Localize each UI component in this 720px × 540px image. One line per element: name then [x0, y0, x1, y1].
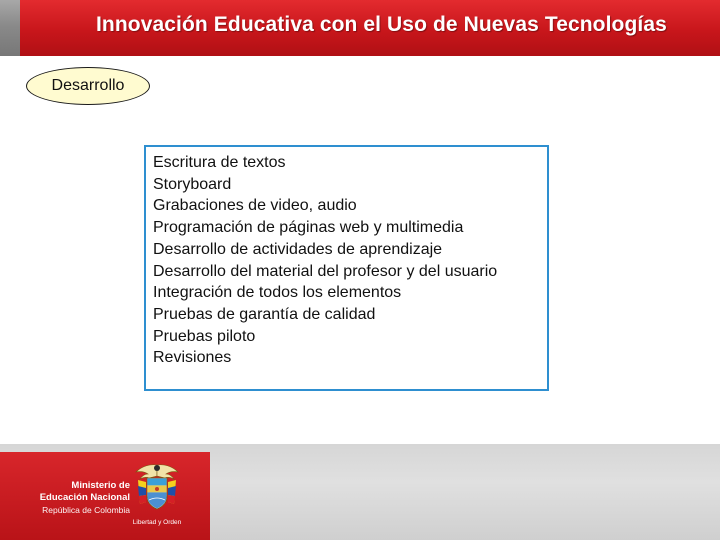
ministry-line-2: Educación Nacional	[39, 492, 130, 503]
list-item: Pruebas de garantía de calidad	[153, 305, 376, 323]
phase-oval	[26, 67, 150, 105]
phase-label: Desarrollo	[51, 77, 125, 94]
ministry-line-3: República de Colombia	[42, 505, 130, 515]
list-item: Pruebas piloto	[153, 327, 256, 345]
ministry-logo-text	[30, 480, 130, 516]
ministry-line-1: Ministerio de	[71, 480, 130, 491]
activities-box	[144, 145, 549, 391]
list-item: Storyboard	[153, 175, 232, 193]
colombia-coat-of-arms-icon	[132, 462, 182, 514]
activities-list	[153, 152, 547, 369]
motto-text: Libertad y Orden	[132, 519, 182, 526]
list-item: Integración de todos los elementos	[153, 284, 402, 302]
list-item: Revisiones	[153, 349, 232, 367]
list-item: Desarrollo de actividades de aprendizaje	[153, 240, 443, 258]
list-item: Programación de páginas web y multimedia	[153, 219, 464, 237]
list-item: Escritura de textos	[153, 154, 286, 171]
list-item: Grabaciones de video, audio	[153, 197, 357, 215]
header-title: Innovación Educativa con el Uso de Nuevas Tecnologías	[96, 13, 667, 36]
list-item: Desarrollo del material del profesor y del usuario	[153, 262, 498, 280]
header-banner	[0, 0, 720, 56]
